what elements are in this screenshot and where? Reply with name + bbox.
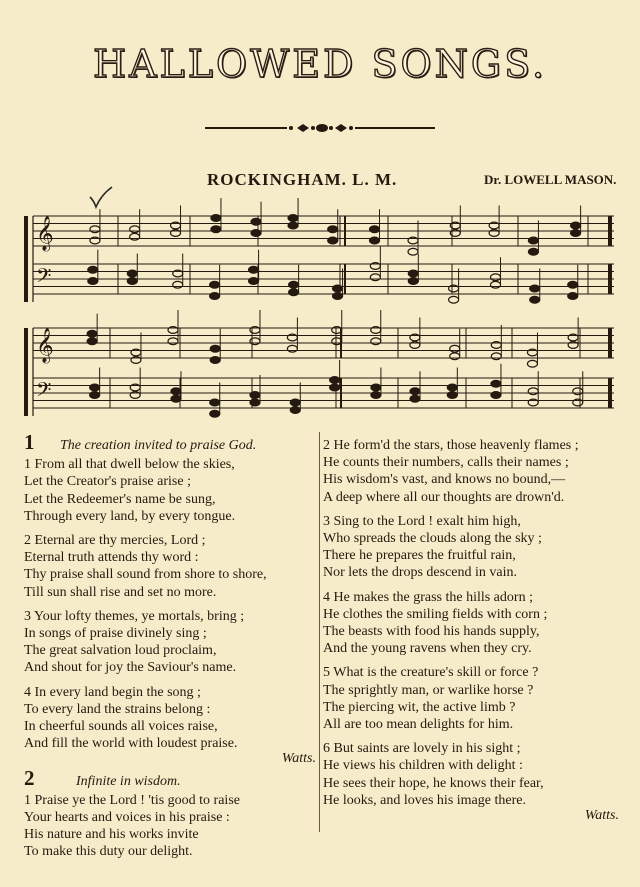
note-head xyxy=(530,285,540,292)
verse-line: Thy praise shall sound from shore to shore, xyxy=(24,567,267,583)
note-head xyxy=(491,274,501,281)
verse-line: Through every land, by every tongue. xyxy=(24,508,236,524)
stanza xyxy=(24,792,316,861)
note-head xyxy=(288,215,298,222)
note-head xyxy=(127,278,137,285)
verse-line: A deep where all our thoughts are drown'd. xyxy=(323,489,565,505)
bass-clef-icon: 𝄢 xyxy=(36,378,52,406)
verse-line: Who spreads the clouds along the sky ; xyxy=(323,531,542,547)
note-head xyxy=(491,392,501,399)
verse-line: 6 But saints are lovely in his sight ; xyxy=(323,741,521,757)
note-head xyxy=(447,392,457,399)
note-head xyxy=(450,345,460,352)
note-head xyxy=(289,289,299,296)
verse-line: His wisdom's vast, and knows no bound,— xyxy=(323,472,566,488)
note-head xyxy=(571,222,581,229)
note-head xyxy=(90,226,100,233)
note-head xyxy=(447,384,457,391)
note-head xyxy=(408,278,418,285)
final-barline xyxy=(608,328,612,358)
note-head xyxy=(210,293,220,300)
bass-clef-icon: 𝄢 xyxy=(36,264,52,292)
note-head xyxy=(568,293,578,300)
treble-clef-icon: 𝄞 xyxy=(36,216,54,251)
verse-line: Your hearts and voices in his praise : xyxy=(24,810,230,826)
verse-line: In songs of praise divinely sing ; xyxy=(24,626,207,642)
note-head xyxy=(371,384,381,391)
note-head xyxy=(249,266,259,273)
note-head xyxy=(568,281,578,288)
verse-line: To every land the strains belong : xyxy=(24,701,211,717)
stanza xyxy=(24,608,316,677)
note-head xyxy=(528,248,538,255)
verse-line: And fill the world with loudest praise. xyxy=(24,736,238,752)
verse-line: Let the Redeemer's name be sung, xyxy=(24,491,216,507)
note-head xyxy=(287,345,297,352)
note-head xyxy=(528,388,538,395)
verse-line: 4 In every land begin the song ; xyxy=(24,684,201,700)
verse-line: The great salvation loud proclaim, xyxy=(24,643,217,659)
tune-name: ROCKINGHAM. L. M. xyxy=(207,170,398,189)
verse-line: 3 Sing to the Lord ! exalt him high, xyxy=(323,513,521,529)
verse-line: And the young ravens when they cry. xyxy=(323,641,532,657)
verse-line: Let the Creator's praise arise ; xyxy=(24,474,191,490)
note-head xyxy=(88,266,98,273)
treble-clef-icon: 𝄞 xyxy=(36,328,54,363)
note-head xyxy=(328,226,338,233)
verse-line: The beasts with food his hands supply, xyxy=(323,624,540,640)
music-score xyxy=(0,0,640,430)
note-head xyxy=(408,248,418,255)
note-head xyxy=(371,338,381,345)
note-head xyxy=(449,296,459,303)
verse-line: He looks, and loves his image there. xyxy=(323,792,526,808)
note-head xyxy=(210,399,220,406)
hymn-author: Watts. xyxy=(584,808,619,824)
note-head xyxy=(370,274,380,281)
hymn-column-left xyxy=(24,430,316,868)
note-head xyxy=(171,388,181,395)
note-head xyxy=(491,353,501,360)
note-head xyxy=(130,226,140,233)
note-head xyxy=(330,384,340,391)
final-barline xyxy=(608,378,612,408)
note-head xyxy=(250,392,260,399)
stanza xyxy=(24,456,316,525)
verse-line: Till sun shall rise and set no more. xyxy=(24,584,217,600)
note-head xyxy=(87,338,97,345)
note-head xyxy=(333,285,343,292)
hymn-number: 1 xyxy=(24,430,35,454)
note-head xyxy=(288,222,298,229)
note-head xyxy=(173,281,183,288)
verse-line: Eternal truth attends thy word : xyxy=(24,550,199,566)
verse-line: All are too mean delights for him. xyxy=(323,717,514,733)
verse-line: The sprightly man, or warlike horse ? xyxy=(323,682,534,698)
note-head xyxy=(289,281,299,288)
note-head xyxy=(87,330,97,337)
stanza xyxy=(24,684,316,753)
note-head xyxy=(251,218,261,225)
note-head xyxy=(290,407,300,414)
hymn-subtitle: Infinite in wisdom. xyxy=(76,773,181,789)
note-head xyxy=(330,377,340,384)
note-head xyxy=(171,395,181,402)
note-head xyxy=(491,380,501,387)
verse-line: He clothes the smiling fields with corn ; xyxy=(323,606,548,622)
final-barline xyxy=(608,264,612,294)
verse-line: There he prepares the fruitful rain, xyxy=(323,548,516,564)
note-head xyxy=(333,293,343,300)
tune-composer: Dr. LOWELL MASON. xyxy=(484,172,617,187)
verse-line: He views his children with delight : xyxy=(323,758,523,774)
verse-line: 1 Praise ye the Lord ! 'tis good to raise xyxy=(24,792,240,808)
note-head xyxy=(371,392,381,399)
note-head xyxy=(211,226,221,233)
verse-line: 5 What is the creature's skill or force ? xyxy=(323,665,539,681)
note-head xyxy=(88,278,98,285)
verse-line: He counts their numbers, calls their names ; xyxy=(323,455,569,471)
note-head xyxy=(408,270,418,277)
verse-line: To make this duty our delight. xyxy=(24,844,193,860)
note-head xyxy=(530,296,540,303)
note-head xyxy=(90,384,100,391)
stanza xyxy=(24,532,316,601)
note-head xyxy=(250,338,260,345)
verse-line: 3 Your lofty themes, ye mortals, bring ; xyxy=(24,608,245,624)
hymn-subtitle: The creation invited to praise God. xyxy=(60,438,257,453)
hymn-1-header xyxy=(24,430,316,454)
column-divider xyxy=(319,432,320,832)
final-barline xyxy=(608,216,612,246)
verse-line: His nature and his works invite xyxy=(24,827,199,843)
note-head xyxy=(491,281,501,288)
system-bracket xyxy=(24,328,28,416)
verse-line: The piercing wit, the active limb ? xyxy=(323,699,516,715)
note-head xyxy=(249,278,259,285)
hymn-2-header xyxy=(24,765,316,790)
note-head xyxy=(571,230,581,237)
note-head xyxy=(168,338,178,345)
verse-line: And shout for joy the Saviour's name. xyxy=(24,660,237,676)
note-head xyxy=(290,399,300,406)
stanza xyxy=(323,513,623,582)
note-head xyxy=(450,353,460,360)
note-head xyxy=(370,226,380,233)
stanza xyxy=(323,664,623,733)
note-head xyxy=(370,237,380,244)
verse-line: 2 He form'd the stars, those heavenly flames ; xyxy=(323,438,579,453)
system-bracket xyxy=(24,216,28,302)
note-head xyxy=(573,388,583,395)
stanza xyxy=(323,740,623,809)
note-head xyxy=(127,270,137,277)
note-head xyxy=(210,281,220,288)
note-head xyxy=(251,230,261,237)
note-head xyxy=(211,215,221,222)
verse-line: 2 Eternal are thy mercies, Lord ; xyxy=(24,533,206,549)
verse-line: Nor lets the drops descend in vain. xyxy=(323,565,518,581)
page-title: HALLOWED SONGS. xyxy=(92,42,548,86)
note-head xyxy=(130,233,140,240)
note-head xyxy=(210,410,220,417)
verse-line: He sees their hope, he knows their fear, xyxy=(323,775,544,791)
hymn-author: Watts. xyxy=(281,751,316,767)
hymn-column-right xyxy=(323,437,623,824)
note-head xyxy=(410,395,420,402)
note-head xyxy=(210,345,220,352)
stanza xyxy=(323,437,623,506)
note-head xyxy=(250,399,260,406)
note-head xyxy=(90,392,100,399)
note-head xyxy=(328,237,338,244)
verse-line: 1 From all that dwell below the skies, xyxy=(24,457,235,473)
note-head xyxy=(527,360,537,367)
note-head xyxy=(210,357,220,364)
note-head xyxy=(410,388,420,395)
verse-line: In cheerful sounds all voices raise, xyxy=(24,719,218,735)
hymn-number: 2 xyxy=(24,765,35,790)
verse-line: 4 He makes the grass the hills adorn ; xyxy=(323,589,533,605)
note-head xyxy=(528,237,538,244)
stanza xyxy=(323,589,623,658)
